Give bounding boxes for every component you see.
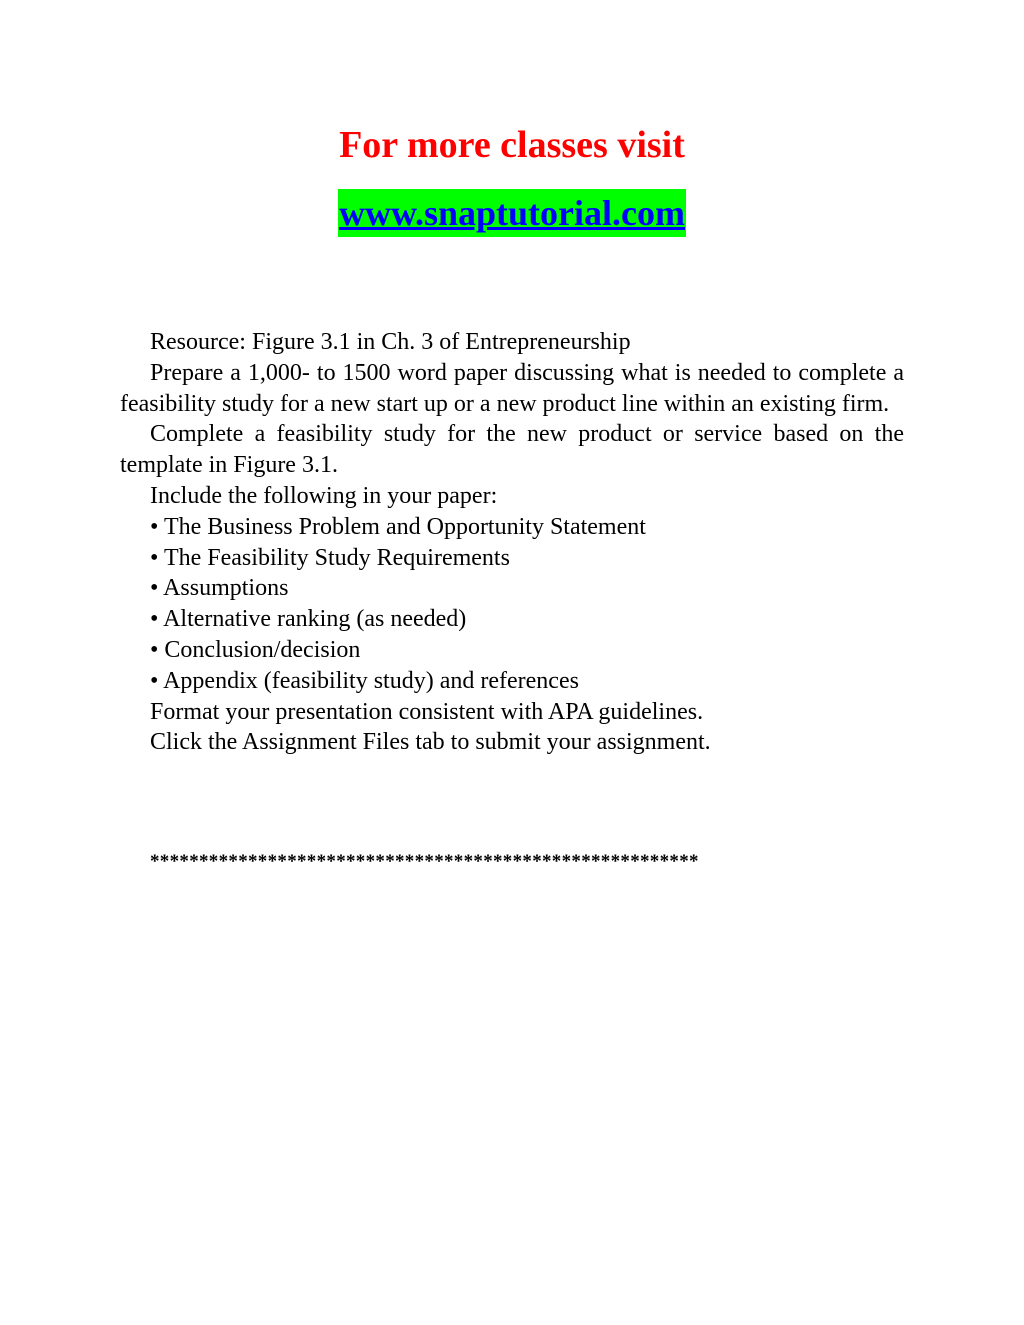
list-item: • Conclusion/decision	[150, 636, 361, 663]
assignment-body	[120, 327, 904, 758]
website-link-container	[0, 189, 1024, 245]
requirements-list	[120, 512, 904, 697]
submit-line: Click the Assignment Files tab to submit your assignment.	[150, 729, 711, 756]
resource-line: Resource: Figure 3.1 in Ch. 3 of Entrepreneurship	[150, 329, 631, 355]
asterisk-separator: ********************************************************	[150, 851, 699, 872]
include-intro: Include the following in your paper:	[150, 482, 498, 509]
list-item: • Appendix (feasibility study) and references	[150, 667, 579, 694]
format-line: Format your presentation consistent with APA guidelines.	[150, 698, 704, 725]
page-title: For more classes visit	[339, 124, 685, 166]
list-item: • The Feasibility Study Requirements	[150, 544, 510, 571]
website-link[interactable]: www.snaptutorial.com	[338, 189, 686, 237]
prepare-paragraph: Prepare a 1,000- to 1500 word paper discussing what is needed to complete a feasibility study for a new start up or a new product line within an existing firm.	[120, 359, 904, 417]
list-item: • Alternative ranking (as needed)	[150, 606, 467, 633]
list-item: • Assumptions	[150, 575, 289, 602]
complete-paragraph: Complete a feasibility study for the new product or service based on the template in Figure 3.1.	[120, 421, 904, 479]
list-item: • The Business Problem and Opportunity Statement	[150, 513, 646, 540]
